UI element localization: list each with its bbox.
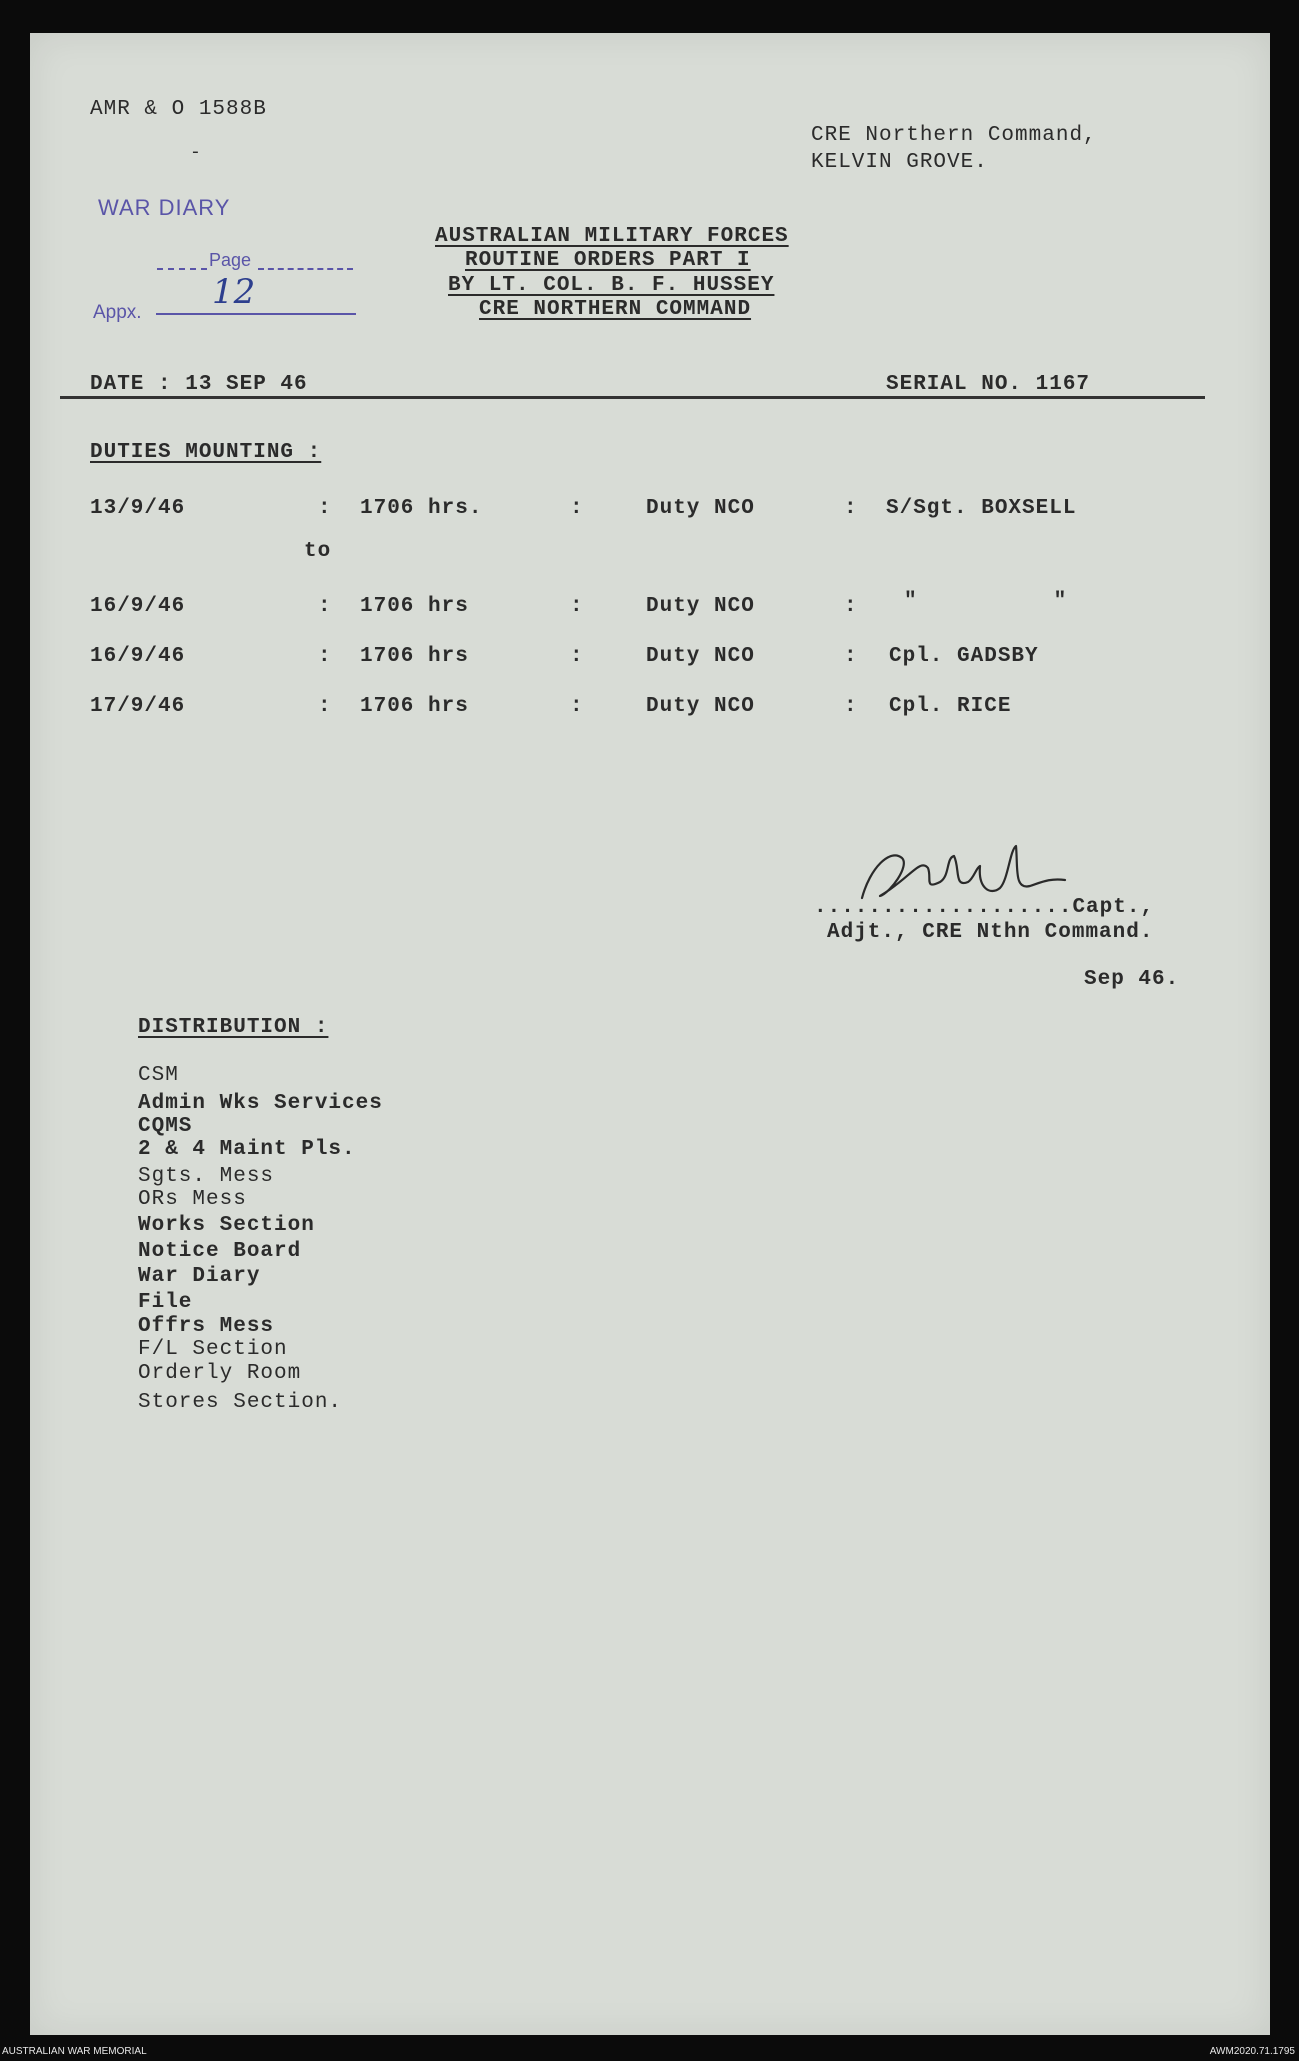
- distribution-item: F/L Section: [138, 1338, 288, 1361]
- war-diary-stamp-appx-label: Appx.: [93, 302, 142, 323]
- duty-separator: :: [844, 645, 858, 668]
- duty-separator: :: [570, 695, 584, 718]
- duty-separator: :: [570, 645, 584, 668]
- footer-institution: AUSTRALIAN WAR MEMORIAL: [2, 2046, 147, 2057]
- duty-time: 1706 hrs: [360, 595, 469, 618]
- duties-mounting-heading: [90, 441, 321, 464]
- duty-separator: :: [844, 595, 858, 618]
- distribution-item: War Diary: [138, 1265, 261, 1288]
- duty-date: 13/9/46: [90, 497, 186, 520]
- duty-separator: :: [844, 497, 858, 520]
- duties-mounting-heading-text: DUTIES MOUNTING :: [90, 441, 322, 464]
- duty-separator: :: [570, 595, 584, 618]
- war-diary-stamp-title: WAR DIARY: [98, 195, 231, 220]
- pencil-mark: -: [190, 143, 202, 163]
- signature-title: Adjt., CRE Nthn Command.: [827, 921, 1154, 944]
- distribution-heading: [138, 1016, 328, 1039]
- distribution-item: ORs Mess: [138, 1188, 247, 1211]
- duty-separator: :: [570, 497, 584, 520]
- signature-dots-rank: ...................Capt.,: [814, 896, 1155, 919]
- duty-time: 1706 hrs: [360, 645, 469, 668]
- duty-name: S/Sgt. BOXSELL: [886, 497, 1077, 520]
- distribution-item: Admin Wks Services: [138, 1092, 383, 1115]
- duty-time: 1706 hrs: [360, 695, 469, 718]
- title-line-1: AUSTRALIAN MILITARY FORCES: [435, 225, 789, 248]
- duty-separator: :: [318, 497, 332, 520]
- duty-date: 17/9/46: [90, 695, 186, 718]
- duty-name: " ": [904, 590, 1068, 613]
- distribution-item: CQMS: [138, 1115, 193, 1138]
- duty-separator: :: [318, 695, 332, 718]
- duty-name: Cpl. GADSBY: [889, 645, 1039, 668]
- distribution-heading-text: DISTRIBUTION :: [138, 1016, 329, 1039]
- duty-role: Duty NCO: [646, 645, 755, 668]
- title-line-3: BY LT. COL. B. F. HUSSEY: [448, 274, 775, 297]
- duty-role: Duty NCO: [646, 497, 755, 520]
- stamp-appx-line: [156, 313, 356, 315]
- distribution-item: Notice Board: [138, 1240, 302, 1263]
- title-line-4: CRE NORTHERN COMMAND: [479, 298, 752, 321]
- duty-role: Duty NCO: [646, 695, 755, 718]
- war-diary-stamp-page-label: Page: [209, 250, 252, 270]
- address-line-1: CRE Northern Command,: [811, 124, 1097, 147]
- distribution-item: Offrs Mess: [138, 1315, 275, 1338]
- distribution-item: 2 & 4 Maint Pls.: [138, 1138, 356, 1161]
- order-date: DATE : 13 SEP 46: [90, 373, 308, 396]
- to-label: to: [304, 540, 332, 563]
- appx-number-handwritten: 12: [212, 272, 256, 312]
- stamp-page-line-right: [258, 268, 353, 270]
- distribution-item: CSM: [138, 1064, 179, 1087]
- distribution-item: Sgts. Mess: [138, 1165, 275, 1188]
- stamp-page-line-left: [157, 268, 207, 270]
- duty-time: 1706 hrs.: [360, 497, 483, 520]
- footer-accession-number: AWM2020.71.1795: [1209, 2046, 1295, 2057]
- distribution-item: Stores Section.: [138, 1391, 343, 1414]
- title-line-2: ROUTINE ORDERS PART I: [465, 249, 751, 272]
- duty-separator: :: [844, 695, 858, 718]
- duty-name: Cpl. RICE: [889, 695, 1012, 718]
- duty-date: 16/9/46: [90, 645, 186, 668]
- distribution-item: Works Section: [138, 1214, 315, 1237]
- serial-number: SERIAL NO. 1167: [886, 373, 1091, 396]
- signature-date: Sep 46.: [1084, 968, 1180, 991]
- duty-date: 16/9/46: [90, 595, 186, 618]
- duty-separator: :: [318, 645, 332, 668]
- header-rule: [60, 396, 1205, 399]
- distribution-item: File: [138, 1291, 193, 1314]
- address-line-2: KELVIN GROVE.: [811, 151, 988, 174]
- file-reference: AMR & O 1588B: [90, 98, 267, 121]
- duty-separator: :: [318, 595, 332, 618]
- duty-role: Duty NCO: [646, 595, 755, 618]
- distribution-item: Orderly Room: [138, 1362, 302, 1385]
